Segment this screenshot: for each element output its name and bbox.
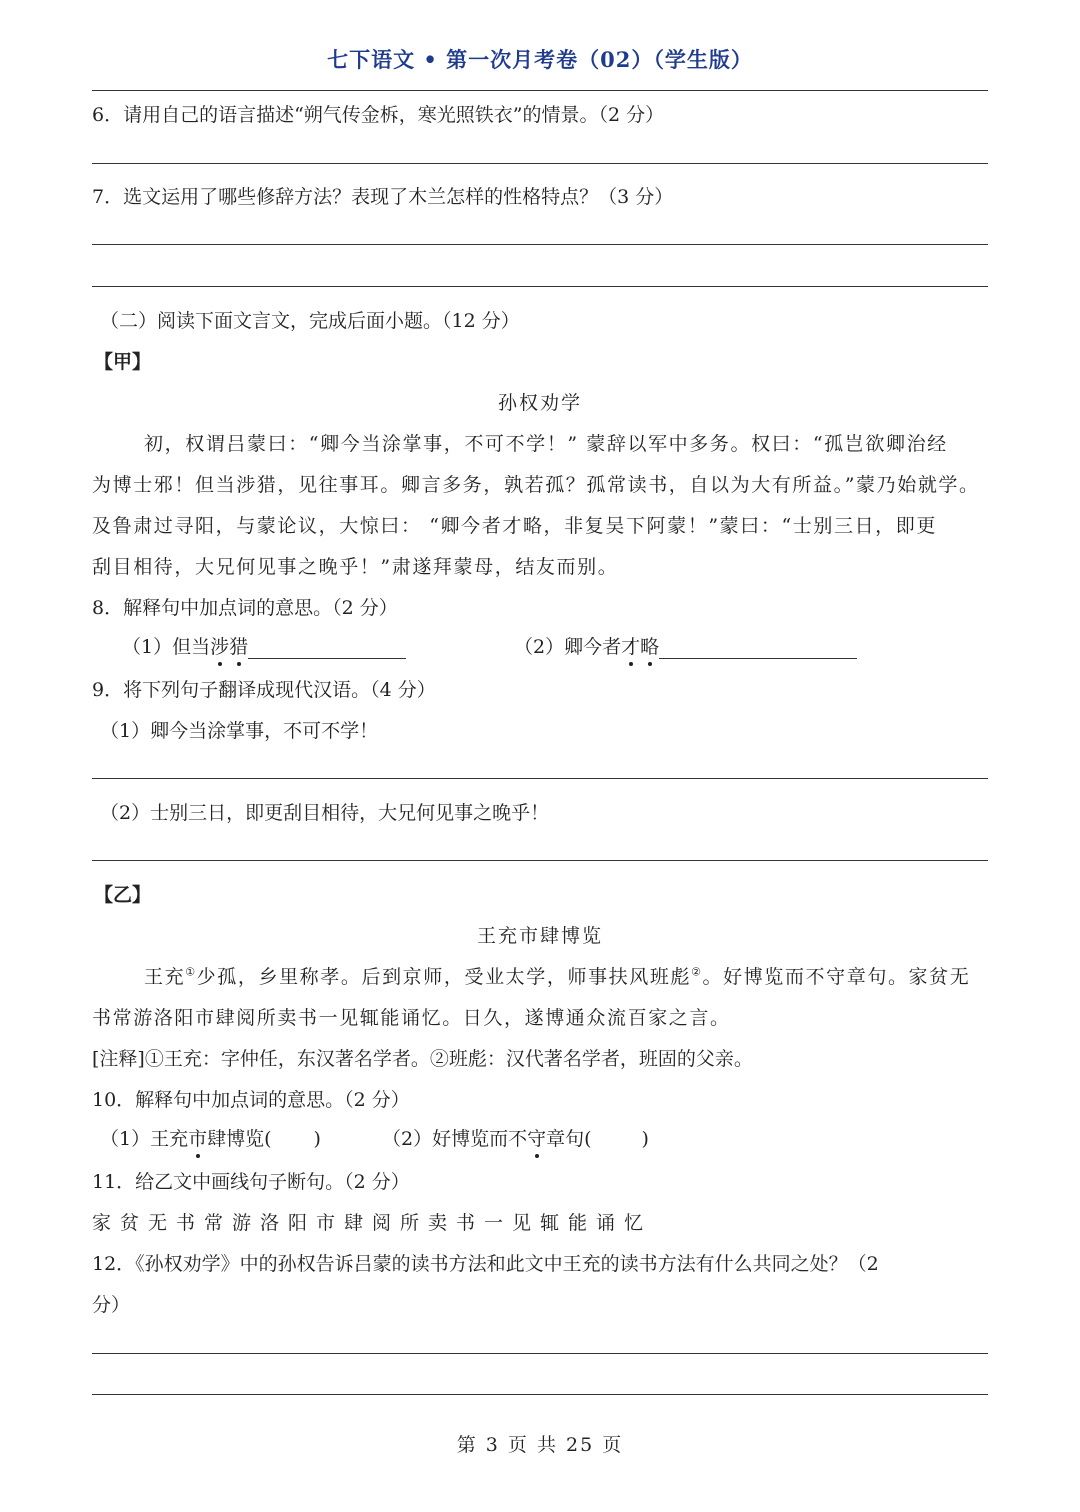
section-2-intro: （二）阅读下面文言文，完成后面小题。（12 分） xyxy=(100,310,520,332)
q9-item-2: （2）士别三日，即更刮目相待，大兄何见事之晚乎！ xyxy=(100,802,550,824)
passage-yi-title: 王充市肆博览 xyxy=(476,925,603,947)
question-12: 12．《孙权劝学》中的孙权告诉吕蒙的读书方法和此文中王充的读书方法有什么共同之处？（2 xyxy=(92,1253,879,1275)
question-10: 10．解释句中加点词的意思。（2 分） xyxy=(92,1089,410,1111)
footnote-mark: ① xyxy=(185,965,197,979)
passage-jia-line: 及鲁肃过寻阳，与蒙论议，大惊曰： “卿今者才略，非复吴下阿蒙！”蒙曰：“士别三日，即更 xyxy=(92,515,937,537)
fill-blank[interactable] xyxy=(659,638,857,659)
answer-line xyxy=(92,163,988,164)
answer-line xyxy=(92,1353,988,1354)
dotted-word: 市 xyxy=(188,1124,207,1151)
q10-item-2 xyxy=(382,1124,649,1151)
dotted-word: 猎 xyxy=(229,632,248,659)
text-segment: 王充 xyxy=(144,966,186,988)
passage-jia-title: 孙权劝学 xyxy=(497,392,582,414)
text-segment: （2）好博览而不 xyxy=(382,1128,528,1150)
question-9: 9．将下列句子翻译成现代汉语。（4 分） xyxy=(92,679,436,701)
question-7: 7．选文运用了哪些修辞方法？表现了木兰怎样的性格特点？（3 分） xyxy=(92,186,674,208)
q9-item-1: （1）卿今当涂掌事，不可不学！ xyxy=(100,720,379,742)
page-footer: 第 3 页 共 25 页 xyxy=(456,1434,624,1456)
q8-item-2 xyxy=(514,632,857,659)
passage-yi-line: 书常游洛阳市肆阅所卖书一见辄能诵忆。日久，遂博通众流百家之言。 xyxy=(92,1007,731,1029)
question-11: 11．给乙文中画线句子断句。（2 分） xyxy=(92,1171,410,1193)
q8-item-1-label: （1）但当 xyxy=(122,636,211,658)
q10-item-1 xyxy=(100,1124,321,1151)
passage-yi-line xyxy=(144,962,970,989)
header-rule xyxy=(92,90,988,91)
q11-sentence: 家贫无书常游洛阳市肆阅所卖书一见辄能诵忆 xyxy=(92,1212,653,1234)
passage-yi-marker: 【乙】 xyxy=(94,884,152,906)
page-header-title: 七下语文 • 第一次月考卷（02）（学生版） xyxy=(327,47,753,72)
footnote-mark: ② xyxy=(691,965,703,979)
question-6: 6．请用自己的语言描述“朔气传金柝，寒光照铁衣”的情景。（2 分） xyxy=(92,104,665,126)
dotted-word: 守 xyxy=(527,1124,546,1151)
passage-yi-note: [注释]①王充：字仲任，东汉著名学者。②班彪：汉代著名学者，班固的父亲。 xyxy=(92,1048,753,1070)
q8-item-2-label: （2）卿今者 xyxy=(514,636,622,658)
dotted-word: 才 xyxy=(621,632,640,659)
fill-blank[interactable] xyxy=(248,638,406,659)
text-segment: 。好博览而不守章句。家贫无 xyxy=(702,966,971,988)
question-8: 8．解释句中加点词的意思。（2 分） xyxy=(92,597,398,619)
q8-item-1 xyxy=(122,632,406,659)
text-segment: 肆博览( xyxy=(207,1128,272,1150)
passage-jia-marker: 【甲】 xyxy=(94,351,152,373)
answer-line xyxy=(92,244,988,245)
answer-line xyxy=(92,286,988,287)
passage-jia-line: 初，权谓吕蒙曰：“卿今当涂掌事，不可不学！” 蒙辞以军中多务。权曰：“孤岂欲卿治经 xyxy=(144,433,948,455)
text-segment: ) xyxy=(641,1128,649,1150)
answer-line xyxy=(92,1394,988,1395)
text-segment: ) xyxy=(313,1128,321,1150)
text-segment: （1）王充 xyxy=(100,1128,189,1150)
passage-jia-line: 刮目相待，大兄何见事之晚乎！”肃遂拜蒙母，结友而别。 xyxy=(92,556,619,578)
dotted-word: 涉 xyxy=(210,632,229,659)
text-segment: 章句( xyxy=(546,1128,592,1150)
text-segment: 少孤，乡里称孝。后到京师，受业太学，师事扶风班彪 xyxy=(196,966,692,988)
question-12-cont: 分） xyxy=(92,1294,131,1316)
dotted-word: 略 xyxy=(640,632,659,659)
answer-line xyxy=(92,778,988,779)
passage-jia-line: 为博士邪！但当涉猎，见往事耳。卿言多务，孰若孤？孤常读书，自以为大有所益。”蒙乃始就学。 xyxy=(92,474,980,496)
answer-line xyxy=(92,860,988,861)
